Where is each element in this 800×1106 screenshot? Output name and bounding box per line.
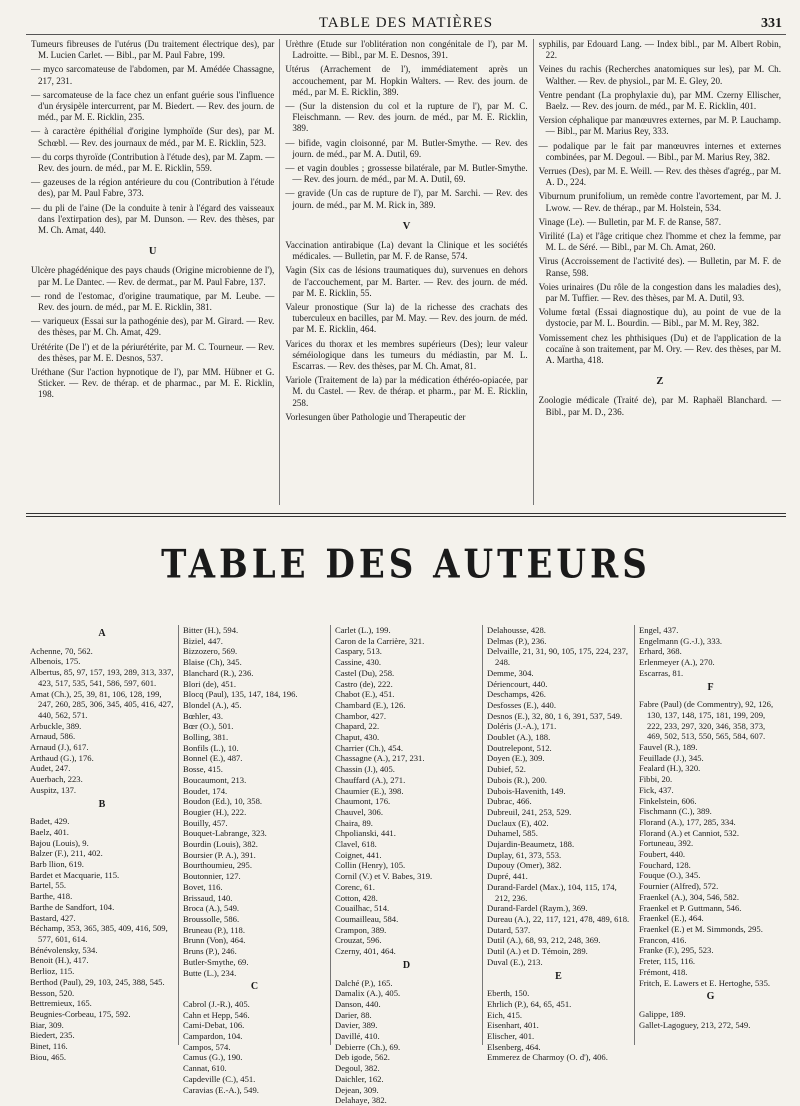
author-entry: Damalix (A.), 405. bbox=[335, 988, 401, 999]
author-entry: Bruneau (P.), 118. bbox=[183, 924, 245, 935]
section-letter-v: V bbox=[402, 220, 411, 232]
index-entry: Ventre pendant (La prophylaxie du), par MM. Czerny Ellischer, Baelz. — Rev. des journ. de méd., par M. E. Ricklin, 401. bbox=[538, 89, 781, 112]
author-entry: Fournier (Alfred), 572. bbox=[639, 881, 719, 892]
index-entry: — bifide, vagin cloisonné, par M. Butler-Smythe. — Rev. des journ. de méd., par M. A. Dutil, 69. bbox=[285, 137, 528, 159]
author-entry: Charrier (Ch.), 454. bbox=[335, 742, 404, 753]
index-entry: Ulcère phagédénique des pays chauds (Origine microbienne de l'), par M. Le Dantec. — Rev. de dermat., par M. Paul Fabre, 137. bbox=[31, 265, 275, 287]
index-entry: Vaccination antirabique (La) devant la Clinique et les sociétés médicales. — Bulletin, par M. F. de Ranse, 574. bbox=[285, 240, 528, 262]
author-entry: Campos, 574. bbox=[183, 1041, 231, 1052]
author-entry: Broussolle, 586. bbox=[183, 913, 240, 924]
author-entry: Dutard, 537. bbox=[487, 924, 531, 935]
index-entry: — (Sur la distension du col et la rupture de l'), par M. C. Fleischmann. — Rev. des journ. de méd., par M. E. Ricklin, 389. bbox=[285, 101, 528, 134]
index-entry: Utérus (Arrachement de l'), immédiatement après un accouchement, par M. Hopkin Walters. — Rev. des journ. de méd., par M. E. Ricklin, 389. bbox=[285, 64, 528, 97]
author-entry: Elischer, 401. bbox=[487, 1031, 535, 1042]
author-entry: Durand-Fardel (Raym.), 369. bbox=[487, 903, 588, 914]
index-entry: Veines du rachis (Recherches anatomiques sur les), par M. Ch. Walther. — Rev. de physiol., par M. E. Gley, 20. bbox=[538, 64, 781, 86]
index-entry: — gravide (Un cas de rupture de l'), par M. Sarchi. — Rev. des journ. de méd., par M. M. Rick in, 389. bbox=[285, 188, 528, 210]
index-entry: — à caractère épithélial d'origine lymphoïde (Sur des), par M. Schœbl. — Rev. des journaux de méd., par M. E. Ricklin, 523. bbox=[31, 126, 275, 148]
author-entry: Butte (L.), 234. bbox=[183, 967, 237, 978]
page-number: 331 bbox=[761, 16, 782, 31]
author-entry: Blondel (A.), 45. bbox=[183, 699, 242, 710]
author-entry: Florand (A.) et Canniot, 532. bbox=[639, 827, 740, 838]
author-entry: Engel, 437. bbox=[639, 625, 679, 635]
index-entry: — et vagin doubles ; grossesse bilatérale, par M. Butler-Smythe. — Rev. des journ. de méd., par M. A. Dutil, 69. bbox=[285, 163, 528, 185]
author-entry: Bénévolensky, 534. bbox=[30, 944, 98, 955]
index-entry: — rond de l'estomac, d'origine traumatique, par M. Leube. — Rev. des journ. de méd., par M. E. Ricklin, 381. bbox=[31, 290, 275, 313]
author-entry: Amat (Ch.), 25, 39, 81, 106, 128, 199, 247, 260, 285, 306, 345, 405, 416, 427, 440, 562, 571. bbox=[30, 688, 174, 720]
author-entry: Collin (Henry), 105. bbox=[335, 860, 406, 871]
author-entry: Caron de la Carrière, 321. bbox=[335, 635, 425, 646]
author-entry: Darier, 88. bbox=[335, 1009, 372, 1020]
author-entry: Fouque (O.), 345. bbox=[639, 870, 701, 881]
author-entry: Chauvel, 306. bbox=[335, 806, 383, 817]
running-title: TABLE DES MATIÈRES bbox=[318, 15, 494, 31]
author-entry: Chaput, 430. bbox=[335, 732, 380, 743]
author-entry: Bastard, 427. bbox=[30, 912, 76, 923]
author-entry: Corenc, 61. bbox=[335, 881, 375, 892]
author-entry: Béchamp, 353, 365, 385, 409, 416, 509, 577, 601, 614. bbox=[30, 923, 168, 944]
author-entry: Bœr (O.), 501. bbox=[183, 721, 234, 732]
author-entry: Biziel, 447. bbox=[183, 635, 223, 646]
author-entry: Dutil (A.) et D. Témoin, 289. bbox=[487, 946, 588, 957]
author-entry: Emmerez de Charmoy (O. d'), 406. bbox=[487, 1052, 608, 1063]
author-entry: Auerbach, 223. bbox=[30, 774, 83, 785]
matieres-column-3 bbox=[533, 39, 786, 505]
author-entry: Caravias (E.-A.), 549. bbox=[183, 1084, 259, 1095]
author-entry: Blori (de), 451. bbox=[183, 678, 236, 689]
author-entry: Czerny, 401, 464. bbox=[335, 946, 396, 957]
section-letter-z: Z bbox=[656, 376, 664, 388]
author-entry: Cotton, 428. bbox=[335, 892, 378, 903]
author-entry: Butler-Smythe, 69. bbox=[183, 956, 249, 967]
author-entry: Bouquet-Labrange, 323. bbox=[183, 828, 267, 839]
table-des-auteurs-section bbox=[26, 625, 786, 1106]
author-entry: Duval (E.), 213. bbox=[487, 956, 543, 967]
index-entry: syphilis, par Edouard Lang. — Index bibl., par M. Albert Robin, 22. bbox=[538, 39, 781, 61]
index-entry: Uréthane (Sur l'action hypnotique de l'), par MM. Hübner et G. Sticker. — Rev. de thérap. et de pharmac., par M. E. Ricklin, 198. bbox=[31, 367, 275, 400]
author-entry: Besson, 520. bbox=[30, 987, 75, 998]
author-entry: Dubois (R.), 200. bbox=[487, 774, 547, 785]
author-entry: Brunn (Von), 464. bbox=[183, 935, 246, 946]
author-entry: Eberth, 150. bbox=[487, 988, 530, 999]
author-entry: Dupouy (Omer), 382. bbox=[487, 860, 562, 871]
author-entry: Boudon (Ed.), 10, 358. bbox=[183, 796, 263, 807]
author-entry: Deschamps, 426. bbox=[487, 689, 546, 700]
author-entry: Chapard, 22. bbox=[335, 721, 380, 732]
author-entry: Chaumier (E.), 398. bbox=[335, 785, 404, 796]
author-entry: Cahn et Hepp, 546. bbox=[183, 1009, 250, 1020]
author-entry: Benoit (H.), 417. bbox=[30, 955, 89, 966]
author-entry: Feuillade (J.), 345. bbox=[639, 752, 704, 763]
author-entry: Baelz, 401. bbox=[30, 826, 69, 837]
index-entry: — sarcomateuse de la face chez un enfant guérie sous l'influence d'un érysipèle intercurrent, par M. Biedert. — Rev. des journ. de méd., par M. E. Ricklin, 235. bbox=[31, 89, 275, 123]
author-letter-e: E bbox=[555, 970, 562, 982]
author-letter-b: B bbox=[98, 798, 106, 810]
author-entry: Francon, 416. bbox=[639, 934, 687, 945]
author-entry: Duclaux (E), 402. bbox=[487, 817, 549, 828]
matieres-column-1 bbox=[26, 39, 279, 505]
author-entry: Bouilly, 457. bbox=[183, 817, 228, 828]
author-entry: Eich, 415. bbox=[487, 1009, 523, 1020]
author-entry: Daichler, 162. bbox=[335, 1073, 384, 1084]
author-entry: Coignet, 441. bbox=[335, 849, 382, 860]
author-entry: Engelmann (G.-J.), 333. bbox=[639, 635, 723, 646]
author-entry: Boursier (P. A.), 391. bbox=[183, 849, 256, 860]
author-entry: Cassine, 430. bbox=[335, 657, 382, 668]
author-entry: Chambor, 427. bbox=[335, 710, 386, 721]
author-entry: Bourthoumieu, 295. bbox=[183, 860, 252, 871]
author-entry: Barb llion, 619. bbox=[30, 859, 84, 870]
author-entry: Delmas (P.), 236. bbox=[487, 635, 547, 646]
author-entry: Durand-Fardel (Max.), 104, 115, 174, 212, 236. bbox=[487, 881, 617, 903]
author-entry: Frémont, 418. bbox=[639, 966, 688, 977]
author-entry: Escarras, 81. bbox=[639, 667, 684, 678]
author-entry: Chauffard (A.), 271. bbox=[335, 774, 406, 785]
author-entry: Arthaud (G.), 176. bbox=[30, 752, 94, 763]
author-entry: Berlioz, 115. bbox=[30, 966, 75, 977]
author-entry: Bettremieux, 165. bbox=[30, 998, 92, 1009]
index-entry: Volume fœtal (Essai diagnostique du), au point de vue de la dystocie, par M. L. Bourdin. — Bibl., par M. M. Rey, 382. bbox=[538, 307, 781, 329]
author-entry: Doyen (E.), 309. bbox=[487, 753, 545, 764]
auteurs-column-1 bbox=[26, 625, 178, 1062]
index-entry: Tumeurs fibreuses de l'utérus (Du traitement électrique des), par M. Lucien Carlet. — Bibl., par M. Paul Fabre, 199. bbox=[31, 39, 275, 61]
author-entry: Chaumont, 176. bbox=[335, 796, 391, 807]
author-entry: Chassin (J.), 405. bbox=[335, 764, 395, 775]
author-entry: Dubreuil, 241, 253, 529. bbox=[487, 806, 572, 817]
author-entry: Doléris (J.-A.), 171. bbox=[487, 721, 557, 732]
index-entry: — variqueux (Essai sur la pathogénie des), par M. Girard. — Rev. des thèses, par M. Ch. Amat, 429. bbox=[31, 316, 275, 338]
author-entry: Delahousse, 428. bbox=[487, 625, 546, 635]
author-entry: Bosse, 415. bbox=[183, 764, 223, 775]
author-entry: Campardon, 104. bbox=[183, 1031, 243, 1042]
author-entry: Boudet, 174. bbox=[183, 785, 228, 796]
author-entry: Fischmann (C.), 389. bbox=[639, 806, 712, 817]
author-entry: Arbuckle, 389. bbox=[30, 720, 82, 731]
author-entry: Boutonnier, 127. bbox=[183, 871, 241, 882]
author-entry: Fouchard, 128. bbox=[639, 859, 691, 870]
author-entry: Blaise (Ch), 345. bbox=[183, 657, 242, 668]
author-entry: Fauvel (R.), 189. bbox=[639, 742, 698, 753]
author-entry: Chambard (E.), 126. bbox=[335, 699, 406, 710]
index-entry: Valeur pronostique (Sur la) de la richesse des crachats des tuberculeux en bacilles, par M. May. — Rev. des journ. de méd. par M. E. Ricklin, 464. bbox=[285, 302, 528, 335]
auteurs-column-3 bbox=[330, 625, 482, 1106]
author-entry: Coumailleau, 584. bbox=[335, 913, 399, 924]
matieres-column-2 bbox=[279, 39, 532, 505]
author-letter-d: D bbox=[402, 959, 411, 971]
author-entry: Cami-Debat, 106. bbox=[183, 1020, 245, 1031]
author-entry: Dupré, 441. bbox=[487, 871, 528, 882]
author-entry: Erlenmeyer (A.), 270. bbox=[639, 657, 715, 668]
author-entry: Achenne, 70, 562. bbox=[30, 645, 93, 656]
author-entry: Chaira, 89. bbox=[335, 817, 373, 828]
author-entry: Bolling, 381. bbox=[183, 732, 229, 743]
author-entry: Fraenkel (E.), 464. bbox=[639, 913, 704, 924]
author-entry: Bardet et Macquarie, 115. bbox=[30, 869, 120, 880]
author-entry: Ehrlich (P.), 64, 65, 451. bbox=[487, 998, 572, 1009]
author-letter-f: F bbox=[707, 681, 714, 693]
author-entry: Fraenkel (E.) et M. Simmonds, 295. bbox=[639, 923, 763, 934]
author-entry: Gallet-Lagoguey, 213, 272, 549. bbox=[639, 1019, 751, 1030]
author-entry: Bruns (P.), 246. bbox=[183, 946, 237, 957]
author-letter-g: G bbox=[706, 991, 715, 1003]
index-entry: — gazeuses de la région antérieure du cou (Contribution à l'étude des), par M. Paul Fabre, 373. bbox=[31, 177, 275, 199]
author-entry: Dalché (P.), 165. bbox=[335, 977, 393, 988]
author-entry: Fritch, E. Lawers et E. Hertoghe, 535. bbox=[639, 977, 771, 988]
author-entry: Chpolianski, 441. bbox=[335, 828, 396, 839]
author-entry: Dubief, 52. bbox=[487, 764, 526, 775]
author-entry: Biar, 309. bbox=[30, 1019, 64, 1030]
author-entry: Desnos (E.), 32, 80, 1 6, 391, 537, 549. bbox=[487, 710, 623, 721]
index-entry: Voies urinaires (Du rôle de la congestion dans les maladies des), par M. Tuffier. — Rev. des thèses, par M. A. Dutil, 93. bbox=[538, 281, 781, 304]
index-entry: Virus (Accroissement de l'activité des). — Bulletin, par M. F. de Ranse, 598. bbox=[538, 256, 781, 278]
author-entry: Caspary, 513. bbox=[335, 646, 382, 657]
author-entry: Bajou (Louis), 9. bbox=[30, 837, 89, 848]
author-entry: Dériencourt, 440. bbox=[487, 678, 548, 689]
author-entry: Blanchard (R.), 236. bbox=[183, 667, 254, 678]
author-entry: Chabot (E.), 451. bbox=[335, 689, 395, 700]
author-entry: Dubrac, 466. bbox=[487, 796, 532, 807]
index-entry: — podalique par le fait par manœuvres internes et externes combinées, par M. Degoul. — Bibl., par M. Marius Rey, 382. bbox=[538, 140, 781, 162]
author-entry: Bonfils (L.), 10. bbox=[183, 742, 239, 753]
index-entry: Urèthre (Etude sur l'oblitération non congénitale de l'), par M. Ladroitte. — Bibl., par M. E. Desnos, 391. bbox=[285, 39, 528, 61]
author-entry: Eisenhart, 401. bbox=[487, 1020, 539, 1031]
author-entry: Castro (de), 222. bbox=[335, 678, 393, 689]
author-entry: Desfosses (E.), 440. bbox=[487, 699, 556, 710]
author-entry: Blocq (Paul), 135, 147, 184, 196. bbox=[183, 689, 298, 700]
index-entry: — du corps thyroïde (Contribution à l'étude des), par M. Zapm. — Rev. des journ. de méd., par M. E. Ricklin, 559. bbox=[31, 151, 275, 174]
auteurs-column-2 bbox=[178, 625, 330, 1095]
author-entry: Bonnel (E.), 487. bbox=[183, 753, 243, 764]
divider-rule-2 bbox=[26, 516, 786, 517]
author-entry: Badet, 429. bbox=[30, 816, 70, 827]
author-entry: Beugnies-Corbeau, 175, 592. bbox=[30, 1008, 131, 1019]
author-entry: Bovet, 116. bbox=[183, 881, 223, 892]
author-entry: Demme, 304. bbox=[487, 667, 534, 678]
index-entry: Vomissement chez les phthisiques (Du) et de l'application de la cocaïne à son traitement, par M. Ory. — Rev. des thèses, par M. A. Martha, 418. bbox=[538, 332, 781, 366]
author-entry: Balzer (F.), 211, 402. bbox=[30, 848, 103, 859]
author-entry: Couailhac, 514. bbox=[335, 903, 390, 914]
author-entry: Audet, 247. bbox=[30, 763, 71, 774]
author-letter-a: A bbox=[98, 628, 106, 639]
author-entry: Bartel, 55. bbox=[30, 880, 67, 891]
author-entry: Chassagne (A.), 217, 231. bbox=[335, 753, 425, 764]
author-entry: Bourdin (Louis), 382. bbox=[183, 839, 258, 850]
table-des-matieres-section bbox=[26, 39, 786, 505]
author-entry: Albertus, 85, 97, 157, 193, 289, 313, 337, 423, 517, 535, 541, 586, 597, 601. bbox=[30, 667, 174, 688]
author-entry: Dubois-Havenith, 149. bbox=[487, 785, 566, 796]
author-entry: Deb igode, 562. bbox=[335, 1052, 390, 1063]
author-entry: Elsenberg, 464. bbox=[487, 1041, 541, 1052]
author-entry: Fraenkel (A.), 304, 546, 582. bbox=[639, 891, 740, 902]
author-entry: Fortuneau, 392. bbox=[639, 838, 694, 849]
index-entry: Version céphalique par manœuvres externes, par M. P. Lauchamp. — Bibl., par M. Marius Rey, 333. bbox=[538, 115, 781, 137]
section-letter-u: U bbox=[148, 246, 157, 258]
author-entry: Degoul, 382. bbox=[335, 1063, 380, 1074]
divider-rule bbox=[26, 513, 786, 514]
author-entry: Franke (F.), 295, 523. bbox=[639, 945, 714, 956]
author-entry: Crampon, 389. bbox=[335, 924, 387, 935]
author-entry: Danson, 440. bbox=[335, 998, 381, 1009]
author-entry: Dutil (A.), 68, 93, 212, 248, 369. bbox=[487, 935, 601, 946]
author-entry: Dujardin-Beaumetz, 188. bbox=[487, 839, 575, 850]
index-entry: Vinage (Le). — Bulletin, par M. F. de Ranse, 587. bbox=[538, 216, 721, 227]
author-entry: Dureau (A.), 22, 117, 121, 478, 489, 618. bbox=[487, 913, 630, 924]
author-entry: Finkelstein, 606. bbox=[639, 795, 697, 806]
page-header bbox=[26, 0, 786, 35]
index-entry: Variole (Traitement de la) par la médication éthéréo-opiacée, par M. du Castel. — Rev. de thérap. et pharm., par M. E. Ricklin, 258. bbox=[285, 375, 528, 408]
auteurs-column-4 bbox=[482, 625, 634, 1063]
author-entry: Broca (A.), 549. bbox=[183, 903, 240, 914]
author-entry: Biedert, 235. bbox=[30, 1030, 75, 1041]
author-entry: Doublet (A.), 188. bbox=[487, 732, 551, 743]
author-entry: Cornil (V.) et V. Babes, 319. bbox=[335, 871, 433, 882]
author-entry: Bougier (H.), 222. bbox=[183, 806, 247, 817]
author-entry: Davier, 389. bbox=[335, 1020, 378, 1031]
author-entry: Fealard (H.), 320. bbox=[639, 763, 701, 774]
author-entry: Crouzat, 596. bbox=[335, 935, 382, 946]
index-entry: Vagin (Six cas de lésions traumatiques du), survenues en dehors de l'accouchement, par M. Barter. — Rev. des journ. de méd. par M. E. Ricklin, 55. bbox=[285, 265, 528, 298]
author-entry: Albenois, 175. bbox=[30, 656, 81, 667]
author-entry: Auspitz, 137. bbox=[30, 784, 77, 795]
author-entry: Cabrol (J.-R.), 405. bbox=[183, 998, 250, 1009]
author-entry: Biou, 465. bbox=[30, 1051, 67, 1062]
author-entry: Galippe, 189. bbox=[639, 1008, 686, 1019]
index-entry: Varices du thorax et les membres supérieurs (Des); leur valeur séméiologique dans les tumeurs du médiastin, par M. L. Escarras. — Rev. des thèses, par M. Ch. Amat, 81. bbox=[285, 338, 528, 372]
author-letter-c: C bbox=[250, 981, 259, 993]
table-des-auteurs-title: TABLE DES AUTEURS bbox=[161, 542, 651, 588]
index-entry: Viburnum prunifolium, un remède contre l'avortement, par M. J. Lwow. — Rev. de thérap., par M. Holstein, 534. bbox=[538, 191, 781, 213]
author-entry: Bitter (H.), 594. bbox=[183, 625, 239, 635]
author-entry: Delahaye, 382. bbox=[335, 1095, 387, 1106]
index-entry: Urétérite (De l') et de la périurétérite, par M. C. Tourneur. — Rev. des thèses, par M. E. Desnos, 537. bbox=[31, 341, 275, 363]
author-entry: Freter, 115, 116. bbox=[639, 956, 696, 967]
index-entry: Vorlesungen über Pathologie und Therapeutic der bbox=[285, 411, 466, 422]
author-entry: Erhard, 368. bbox=[639, 646, 682, 657]
author-entry: Brissaud, 140. bbox=[183, 892, 233, 903]
author-entry: Delvaille, 21, 31, 90, 105, 175, 224, 237, 248. bbox=[487, 646, 629, 668]
author-entry: Cannat, 610. bbox=[183, 1063, 227, 1074]
author-entry: Florand (A.), 177, 285, 334. bbox=[639, 816, 736, 827]
index-entry: Verrues (Des), par M. E. Weill. — Rev. des thèses d'agrég., par M. A. D., 224. bbox=[538, 166, 781, 188]
index-entry: — du pli de l'aine (De la conduite à tenir à l'égard des vaisseaux dans l'extirpation des), par M. Dunson. — Rev. des thèses, par M. Ch. Amat, 440. bbox=[31, 202, 275, 236]
author-entry: Barthe, 418. bbox=[30, 891, 73, 902]
author-entry: Fibbi, 20. bbox=[639, 774, 673, 785]
author-entry: Davillé, 410. bbox=[335, 1031, 380, 1042]
index-entry: — myco sarcomateuse de l'abdomen, par M. Amédée Chassagne, 217, 231. bbox=[31, 64, 275, 86]
author-entry: Duhamel, 585. bbox=[487, 828, 538, 839]
author-entry: Camus (G.), 190. bbox=[183, 1052, 243, 1063]
author-entry: Carlet (L.), 199. bbox=[335, 625, 391, 635]
author-entry: Arnaud, 586. bbox=[30, 731, 76, 742]
author-entry: Fabre (Paul) (de Commentry), 92, 126, 130, 137, 148, 175, 181, 199, 209, 222, 233, 297, 320, 346, 358, 373, 469, 502, 513, 550, 565, 584, 607. bbox=[639, 699, 774, 742]
author-entry: Debierre (Ch.), 69. bbox=[335, 1041, 401, 1052]
author-entry: Fick, 437. bbox=[639, 784, 674, 795]
index-entry: Virilité (La) et l'âge critique chez l'homme et chez la femme, par M. L. de Séré. — Bibl., par M. Ch. Amat, 260. bbox=[538, 231, 781, 253]
author-entry: Dejean, 309. bbox=[335, 1084, 379, 1095]
author-entry: Castel (Du), 258. bbox=[335, 667, 395, 678]
author-entry: Duplay, 61, 373, 553. bbox=[487, 849, 562, 860]
author-entry: Berthod (Paul), 29, 103, 245, 388, 545. bbox=[30, 976, 165, 987]
author-entry: Capdeville (C.), 451. bbox=[183, 1073, 256, 1084]
author-entry: Barthe de Sandfort, 104. bbox=[30, 901, 115, 912]
author-entry: Fraenkel et P. Guttmann, 546. bbox=[639, 902, 742, 913]
author-entry: Foubert, 440. bbox=[639, 849, 686, 860]
author-entry: Clavel, 618. bbox=[335, 839, 377, 850]
author-entry: Bizzozero, 569. bbox=[183, 646, 238, 657]
author-entry: Arnaud (J.), 617. bbox=[30, 742, 89, 753]
author-entry: Bœhler, 43. bbox=[183, 710, 223, 721]
author-entry: Doutrelepont, 512. bbox=[487, 742, 552, 753]
auteurs-column-5 bbox=[634, 625, 786, 1045]
index-entry: Zoologie médicale (Traité de), par M. Raphaël Blanchard. — Bibl., par M. D., 236. bbox=[538, 395, 781, 417]
author-entry: Boucaumont, 213. bbox=[183, 774, 247, 785]
author-entry: Binet, 116. bbox=[30, 1041, 68, 1052]
